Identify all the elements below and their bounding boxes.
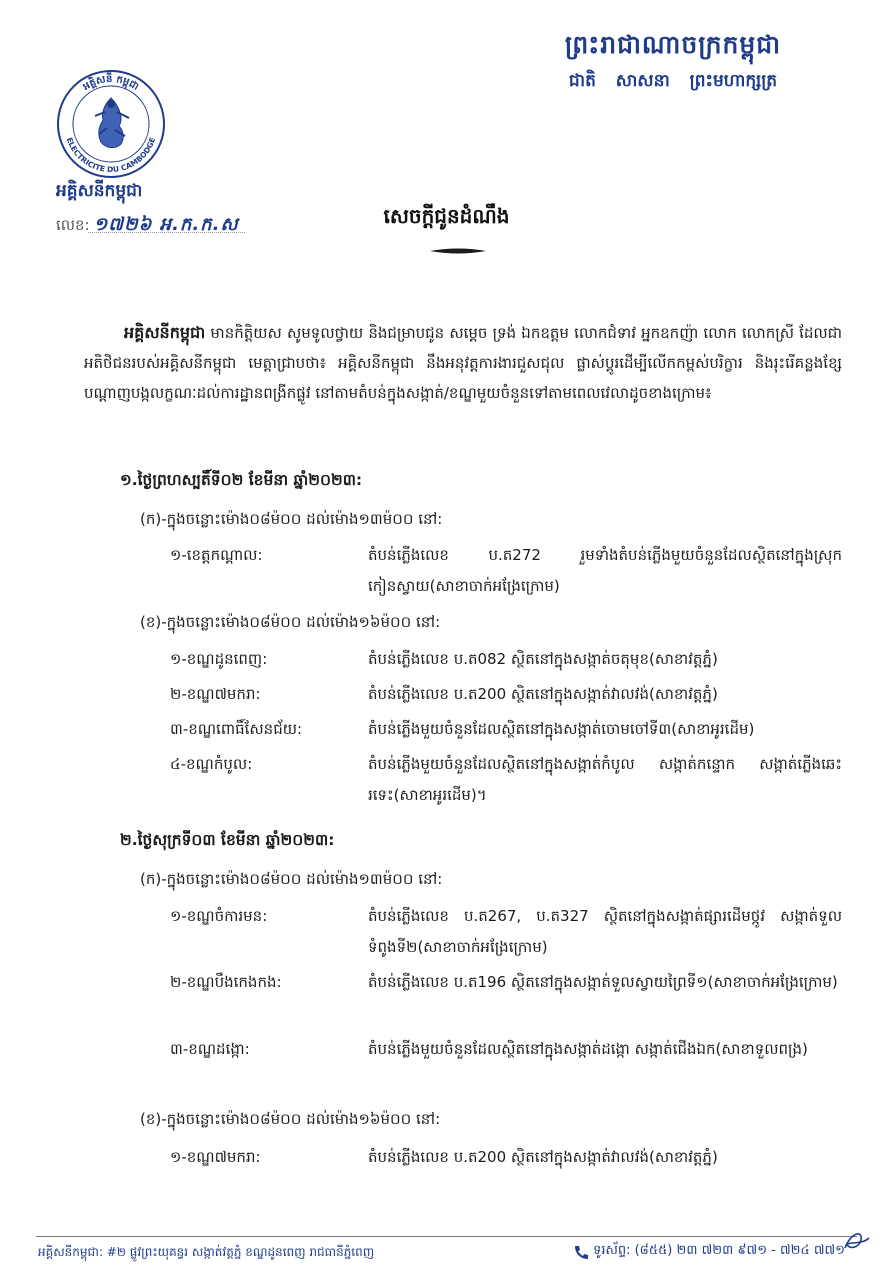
row-place: ១-ខេត្តកណ្តាល: [170, 546, 263, 564]
kingdom-header [523, 30, 823, 95]
document-title: សេចក្តីជូនដំណឹង [383, 204, 510, 228]
row-description: តំបន់ភ្លើងលេខ ប.ត082 ស្ថិតនៅក្នុងសង្កាត់ចតុមុខ(សាខាវត្តភ្នំ) [368, 650, 718, 668]
schedule-day-1-slot-a: (ក)-ក្នុងចន្លោះម៉ោង០៨ម៉០០ ដល់ម៉ោង១៣ម៉០០ នៅ: [140, 510, 443, 528]
row-place: ១-ខណ្ឌ៧មករា: [170, 1148, 261, 1166]
row-description: តំបន់ភ្លើងលេខ ប.ត200 ស្ថិតនៅក្នុងសង្កាត់វាលវង់(សាខាវត្តភ្នំ) [368, 685, 718, 703]
row-description: តំបន់ភ្លើងមួយចំនួនដែលស្ថិតនៅក្នុងសង្កាត់ដង្កោ សង្កាត់ជើងឯក(សាខាទួលពង្រ) [368, 1040, 808, 1058]
footer-phone [572, 1242, 845, 1261]
row-description: តំបន់ភ្លើងលេខ ប.ត272 រួមទាំងតំបន់ភ្លើងមួយចំនួនដែលស្ថិតនៅក្នុងស្រុកកៀនស្វាយ(សាខាចាក់អង្រែក្រោម) [368, 546, 842, 595]
phone-icon [572, 1244, 590, 1260]
row-place: ៣-ខណ្ឌដង្កោ: [170, 1040, 250, 1058]
footer-address: អគ្គិសនីកម្ពុជា: #២ ផ្លូវព្រះយុគន្ធរ សង្កាត់វត្តភ្នំ ខណ្ឌដូនពេញ រាជធានីភ្នំពេញ [38, 1245, 375, 1259]
row-description: តំបន់ភ្លើងលេខ ប.ត196 ស្ថិតនៅក្នុងសង្កាត់ទួលស្វាយព្រៃទី១(សាខាចាក់អង្រែក្រោម) [368, 973, 838, 991]
footer-phone-text: ទូរស័ព្ទ: (៨៥៥) ២៣ ៧២៣ ៩៧១ - ៧២៤ ៧៧១ [593, 1243, 845, 1258]
logo-text-top: អគ្គិសនី កម្ពុជា [81, 73, 141, 93]
initial-signature [841, 1226, 871, 1256]
logo-text-bottom: ELECTRICITE DU CAMBODGE [64, 136, 158, 175]
kingdom-title: ព្រះរាជាណាចក្រកម្ពុជា [564, 30, 782, 59]
row-place: ១-ខណ្ឌដូនពេញ: [170, 650, 268, 668]
row-place: ២-ខណ្ឌបឹងកេងកង: [170, 973, 282, 991]
intro-paragraph [84, 318, 842, 408]
row-place: ៤-ខណ្ឌកំបូល: [170, 755, 253, 773]
schedule-day-1: ១.ថ្ងៃព្រហស្បតិ៍ទី០២ ខែមីនា ឆ្នាំ២០២៣: [120, 471, 363, 489]
row-description: តំបន់ភ្លើងលេខ ប.ត267, ប.ត327 ស្ថិតនៅក្នុងសង្កាត់ផ្សារដើមថ្កូវ សង្កាត់ទួលទំពូងទី២(សាខាចាក់អង្រែក្រោម) [368, 907, 842, 956]
row-description: តំបន់ភ្លើងលេខ ប.ត200 ស្ថិតនៅក្នុងសង្កាត់វាលវង់(សាខាវត្តភ្នំ) [368, 1148, 718, 1166]
row-place: ៣-ខណ្ឌពោធិ៍សែនជ័យ: [170, 720, 303, 738]
intro-text: មានកិត្តិយស សូមទូលថ្វាយ និងជម្រាបជូន សម្តេច ទ្រង់ ឯកឧត្តម លោកជំទាវ អ្នកឧកញ៉ា លោក លោកស្រី ដែលជាអតិថិជនរបស់អគ្គិសនីកម្ពុជា មេត្តាជ្រាបថា៖ អគ្គិសនីកម្ពុជា នឹងអនុវត្តការងារជួសជុល ផ្លាស់ប្តូរដើម្បីលើកកម្ពស់បរិក្ខារ និងរុះរើគន្លងខ្សែបណ្តាញបង្កលក្ខណៈដល់ការដ្ឋានពង្រីកផ្លូវ នៅតាមតំបន់ក្នុងសង្កាត់/ខណ្ឌមួយចំនួនទៅតាមពេលវេលាដូចខាងក្រោម៖ [84, 324, 842, 402]
schedule-day-2-slot-a: (ក)-ក្នុងចន្លោះម៉ោង០៨ម៉០០ ដល់ម៉ោង១៣ម៉០០ នៅ: [140, 870, 443, 888]
reference-label: លេខ: [56, 216, 90, 234]
row-description: តំបន់ភ្លើងមួយចំនួនដែលស្ថិតនៅក្នុងសង្កាត់កំបូល សង្កាត់កន្ទោក សង្កាត់ភ្លើងឆេះរទេះ(សាខាអូរដើម)។ [368, 755, 842, 804]
row-place: ២-ខណ្ឌ៧មករា: [170, 685, 261, 703]
organization-name: អគ្គិសនីកម្ពុជា [56, 181, 143, 201]
national-motto: ជាតិ សាសនា ព្រះមហាក្សត្រ [568, 71, 778, 91]
row-description: តំបន់ភ្លើងមួយចំនួនដែលស្ថិតនៅក្នុងសង្កាត់ចោមចៅទី៣(សាខាអូរដើម) [368, 720, 755, 738]
intro-lead: អគ្គិសនីកម្ពុជា [124, 323, 206, 342]
schedule-day-2-slot-b: (ខ)-ក្នុងចន្លោះម៉ោង០៨ម៉០០ ដល់ម៉ោង១៦ម៉០០ នៅ: [140, 1110, 441, 1128]
schedule-day-2: ២.ថ្ងៃសុក្រទី០៣ ខែមីនា ឆ្នាំ២០២៣: [120, 831, 335, 849]
edc-logo [55, 68, 167, 180]
footer-divider [36, 1236, 857, 1237]
title-ornament [428, 246, 488, 256]
reference-value: ១៧២៦ អ.ក.ក.ស [93, 214, 239, 235]
row-place: ១-ខណ្ឌចំការមន: [170, 907, 268, 925]
schedule-day-1-slot-b: (ខ)-ក្នុងចន្លោះម៉ោង០៨ម៉០០ ដល់ម៉ោង១៦ម៉០០ នៅ: [140, 613, 441, 631]
